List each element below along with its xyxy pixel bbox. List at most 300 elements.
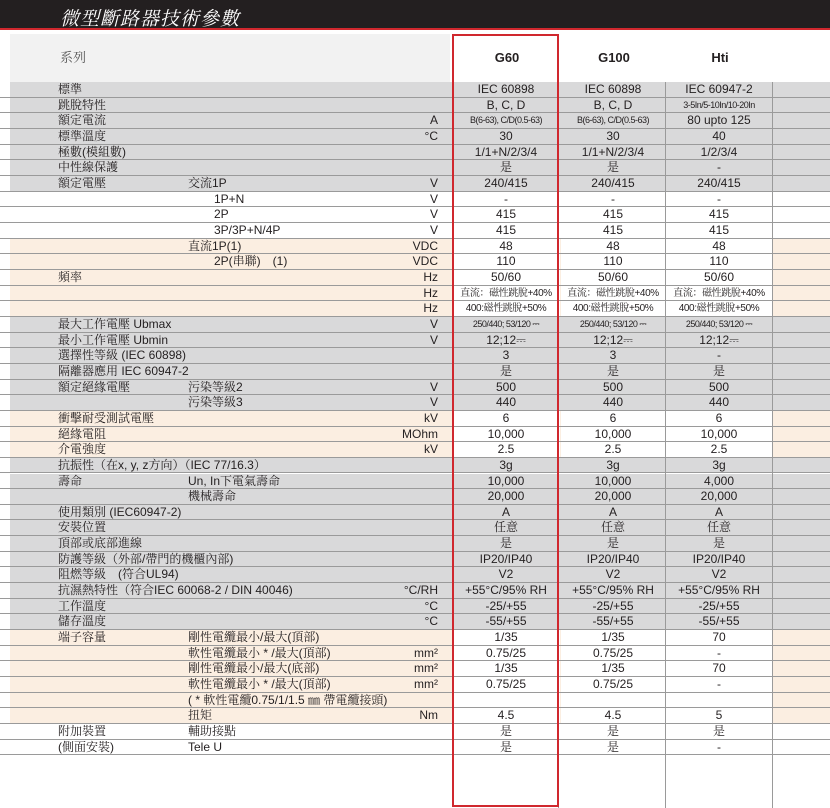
value-g100: 440 — [602, 395, 624, 410]
value-g60: 0.75/25 — [485, 645, 527, 660]
value-hti: 是 — [712, 363, 725, 378]
spec-unit: V — [429, 332, 438, 347]
value-g100: 400:磁性跳脫+50% — [572, 303, 654, 315]
value-g100: 48 — [606, 238, 620, 253]
value-g60: 12;12⎓ — [486, 332, 526, 347]
value-g100: 4.5 — [604, 708, 622, 723]
value-g60: 直流：磁性跳脫+40% — [460, 287, 552, 299]
value-hti: 110 — [709, 254, 729, 269]
spec-unit: VDC — [412, 238, 438, 253]
value-g60: 30 — [499, 128, 513, 143]
table-row — [0, 630, 830, 646]
row-margin — [0, 98, 10, 113]
row-margin — [0, 254, 10, 269]
value-g100: 3 — [609, 348, 617, 363]
row-margin — [0, 630, 10, 645]
value-g60: IEC 60898 — [477, 82, 535, 96]
spec-label: 頂部或底部進線 — [58, 536, 143, 551]
row-margin — [0, 192, 10, 207]
spec-label: 隔離器應用 IEC 60947-2 — [58, 363, 189, 378]
spec-unit — [380, 160, 438, 175]
row-margin — [0, 599, 10, 614]
value-g60: 3g — [499, 457, 513, 472]
table-header — [0, 34, 830, 83]
table-row — [0, 176, 830, 192]
value-hti: 250/440; 53/120 ⎓ — [685, 318, 753, 329]
table-row — [0, 646, 830, 662]
value-g60: 250/440; 53/120 ⎓ — [472, 318, 540, 329]
value-g60: 400:磁性跳脫+50% — [465, 303, 547, 315]
row-margin — [0, 286, 10, 301]
value-hti: 440 — [708, 395, 730, 410]
value-hti: - — [717, 645, 721, 660]
spec-label: 阻燃等級 (符合UL94) — [58, 567, 179, 582]
row-margin — [0, 520, 10, 535]
value-hti: 80 upto 125 — [687, 113, 751, 128]
spec-unit — [380, 98, 438, 113]
table-row — [0, 129, 830, 145]
table-row — [0, 458, 830, 474]
spec-sub-label: 機械壽命 — [188, 489, 237, 504]
table-row — [0, 427, 830, 443]
spec-label: 頻率 — [58, 269, 83, 284]
spec-label: 安裝位置 — [58, 520, 107, 535]
value-g60: 50/60 — [490, 269, 522, 284]
spec-unit — [380, 474, 438, 489]
spec-sub-label: Un, In下電氣壽命 — [188, 473, 281, 488]
spec-unit: V — [429, 191, 438, 206]
value-g100: -55/+55 — [592, 614, 634, 629]
value-g100: 任意 — [600, 520, 625, 535]
row-margin — [0, 380, 10, 395]
value-g60: 4.5 — [497, 708, 515, 723]
row-margin — [0, 82, 10, 97]
spec-unit — [380, 520, 438, 535]
row-margin — [0, 395, 10, 410]
value-hti: 1/2/3/4 — [700, 144, 738, 159]
spec-sub-label: 1P+N — [214, 191, 245, 206]
spec-label: (側面安裝) — [58, 739, 114, 754]
row-margin — [0, 740, 10, 755]
spec-label: 工作溫度 — [58, 598, 107, 613]
value-hti: 70 — [712, 661, 726, 676]
table-row — [0, 160, 830, 176]
value-g100: 1/35 — [601, 661, 625, 676]
value-hti: 2.5 — [710, 442, 728, 457]
value-hti — [667, 693, 771, 708]
spec-label: 最小工作電壓 Ubmin — [58, 332, 169, 347]
table-row — [0, 442, 830, 458]
spec-unit: kV — [423, 410, 438, 425]
row-margin — [0, 223, 10, 238]
row-margin — [0, 693, 10, 708]
table-row — [0, 520, 830, 536]
spec-unit: mm² — [414, 645, 438, 660]
spec-unit: °C/RH — [403, 583, 438, 598]
value-g100: 415 — [602, 222, 624, 237]
value-hti: 415 — [708, 222, 730, 237]
spec-unit — [380, 458, 438, 473]
value-g60: B, C, D — [486, 97, 526, 112]
spec-sub-label: 軟性電纜最小 * /最大(頂部) — [188, 645, 331, 660]
value-g60: V2 — [498, 567, 514, 582]
row-margin — [0, 411, 10, 426]
spec-label: 額定絕緣電壓 — [58, 379, 131, 394]
table-row — [0, 708, 830, 724]
column-header-g100: G100 — [598, 50, 630, 65]
value-g60: 10,000 — [487, 473, 525, 488]
row-margin — [0, 270, 10, 285]
spec-sub-label: 軟性電纜最小 * /最大(頂部) — [188, 677, 331, 692]
table-row — [0, 474, 830, 490]
value-g100: 20,000 — [594, 489, 632, 504]
value-hti: 是 — [712, 536, 725, 551]
table-row — [0, 223, 830, 239]
spec-unit: °C — [424, 614, 438, 629]
spec-label: 抗振性（在x, y, z方向）（IEC 77/16.3） — [58, 457, 266, 472]
spec-unit: V — [429, 175, 438, 190]
value-g100: - — [611, 191, 615, 206]
value-g100: 415 — [602, 207, 624, 222]
spec-label: 附加裝置 — [58, 724, 107, 739]
value-hti: - — [717, 160, 721, 175]
column-header-g60: G60 — [494, 50, 520, 65]
table-row — [0, 301, 830, 317]
table-row — [0, 411, 830, 427]
table-row — [0, 583, 830, 599]
spec-label: 端子容量 — [58, 630, 107, 645]
spec-unit — [380, 552, 438, 567]
spec-unit: kV — [423, 442, 438, 457]
column-divider — [772, 82, 773, 808]
value-g100: 2.5 — [604, 442, 622, 457]
value-hti: 3g — [712, 457, 726, 472]
table-row — [0, 567, 830, 583]
row-margin — [0, 129, 10, 144]
value-g60: -25/+55 — [485, 598, 527, 613]
table-row — [0, 98, 830, 114]
value-hti: 20,000 — [700, 489, 738, 504]
value-hti: -25/+55 — [698, 598, 740, 613]
row-margin — [0, 708, 10, 723]
row-margin — [0, 614, 10, 629]
spec-label: 使用類別 (IEC60947-2) — [58, 504, 182, 519]
table-row — [0, 395, 830, 411]
table-row — [0, 677, 830, 693]
spec-unit — [380, 536, 438, 551]
spec-label: 標準溫度 — [58, 128, 107, 143]
spec-unit — [380, 489, 438, 504]
spec-label: 儲存溫度 — [58, 614, 107, 629]
value-hti: 70 — [712, 630, 726, 645]
value-g100: B, C, D — [593, 97, 633, 112]
row-margin — [0, 333, 10, 348]
table-row — [0, 364, 830, 380]
row-margin — [0, 458, 10, 473]
value-hti: 3-5In/5-10In/10-20In — [683, 99, 755, 110]
value-g60: 是 — [499, 363, 512, 378]
value-g60: A — [501, 504, 510, 519]
value-g100: 6 — [609, 410, 617, 425]
value-hti: - — [717, 739, 721, 754]
value-g100: 10,000 — [594, 473, 632, 488]
table-row — [0, 489, 830, 505]
value-g60: 0.75/25 — [485, 677, 527, 692]
title-bar — [0, 0, 830, 30]
table-row — [0, 113, 830, 129]
spec-unit — [380, 630, 438, 645]
spec-label: 額定電流 — [58, 113, 107, 128]
value-hti: 12;12⎓ — [699, 332, 739, 347]
table-row — [0, 207, 830, 223]
value-g100: 是 — [606, 363, 619, 378]
value-hti: IEC 60947-2 — [685, 82, 753, 96]
value-hti: 任意 — [706, 520, 731, 535]
spec-unit — [380, 505, 438, 520]
value-g60: 是 — [499, 724, 512, 739]
spec-label: 介電強度 — [58, 442, 107, 457]
table-row — [0, 724, 830, 740]
spec-label: 標準 — [58, 82, 83, 96]
value-hti: 10,000 — [700, 426, 738, 441]
row-margin — [0, 646, 10, 661]
value-g60: 是 — [499, 739, 512, 754]
row-margin — [0, 364, 10, 379]
spec-sub-label: 2P(串聯) (1) — [214, 254, 288, 269]
table-row — [0, 348, 830, 364]
table-row — [0, 192, 830, 208]
spec-unit: A — [429, 113, 438, 128]
row-margin — [0, 348, 10, 363]
table-row — [0, 82, 830, 98]
value-hti: -55/+55 — [698, 614, 740, 629]
value-hti: 40 — [712, 128, 726, 143]
spec-label: 壽命 — [58, 473, 83, 488]
value-g100: 0.75/25 — [592, 677, 634, 692]
spec-sub-label: 2P — [214, 207, 229, 222]
value-g100: IEC 60898 — [584, 82, 642, 96]
value-g100: 500 — [602, 379, 624, 394]
value-g100: 是 — [606, 724, 619, 739]
row-margin — [0, 724, 10, 739]
spec-label: 選擇性等級 (IEC 60898) — [58, 348, 187, 363]
value-g60: - — [504, 191, 508, 206]
value-hti: 500 — [708, 379, 730, 394]
row-margin — [0, 113, 10, 128]
value-g100: -25/+55 — [592, 598, 634, 613]
row-margin — [0, 442, 10, 457]
spec-unit: V — [429, 316, 438, 331]
row-margin — [0, 160, 10, 175]
spec-unit: V — [429, 222, 438, 237]
spec-sub-label: 剛性電纜最小/最大(底部) — [188, 661, 320, 676]
row-margin — [0, 317, 10, 332]
spec-unit: mm² — [414, 677, 438, 692]
value-g60 — [454, 693, 558, 708]
value-g100: 是 — [606, 536, 619, 551]
row-margin — [0, 239, 10, 254]
value-hti: 415 — [708, 207, 730, 222]
spec-unit: V — [429, 207, 438, 222]
value-hti: 50/60 — [703, 269, 735, 284]
value-hti: - — [717, 677, 721, 692]
row-margin — [0, 427, 10, 442]
value-g60: 1/35 — [494, 630, 518, 645]
table-row — [0, 552, 830, 568]
table-row — [0, 333, 830, 349]
spec-unit: MOhm — [402, 426, 438, 441]
value-g100: 是 — [606, 160, 619, 175]
spec-unit — [380, 693, 438, 708]
value-hti: 240/415 — [697, 175, 741, 190]
row-margin — [0, 474, 10, 489]
value-g60: -55/+55 — [485, 614, 527, 629]
value-hti: - — [717, 191, 721, 206]
spec-sub-label: 輔助接點 — [188, 724, 237, 739]
spec-unit — [380, 567, 438, 582]
value-g100: 250/440; 53/120 ⎓ — [579, 318, 647, 329]
spec-sub-label: 扭矩 — [188, 708, 213, 723]
spec-sub-label: 直流1P(1) — [188, 238, 242, 253]
spec-label: 防護等級（外部/帶門的機櫃內部) — [58, 551, 234, 566]
value-g60: 48 — [499, 238, 513, 253]
spec-label: 額定電壓 — [58, 175, 107, 190]
value-g60: 1/35 — [494, 661, 518, 676]
value-g60: 1/1+N/2/3/4 — [474, 144, 538, 159]
row-margin — [0, 567, 10, 582]
value-g100: 50/60 — [597, 269, 629, 284]
table-row — [0, 317, 830, 333]
column-divider — [558, 82, 559, 808]
table-row — [0, 286, 830, 302]
value-hti: 48 — [712, 238, 726, 253]
value-g100: 1/1+N/2/3/4 — [581, 144, 645, 159]
table-row — [0, 661, 830, 677]
value-g100: 110 — [603, 254, 623, 269]
spec-label: 跳脫特性 — [58, 97, 107, 112]
value-g100: 3g — [606, 457, 620, 472]
value-g60: B(6-63), C/D(0.5-63) — [469, 115, 543, 126]
spec-unit: °C — [424, 128, 438, 143]
spec-unit — [380, 740, 438, 755]
spec-unit — [380, 82, 438, 97]
table-row — [0, 599, 830, 615]
spec-unit: Hz — [423, 301, 438, 316]
value-g100: 12;12⎓ — [593, 332, 633, 347]
row-margin — [0, 176, 10, 191]
value-g100: A — [608, 504, 617, 519]
value-g100: 直流：磁性跳脫+40% — [567, 287, 659, 299]
row-margin — [0, 583, 10, 598]
table-row — [0, 536, 830, 552]
row-margin — [0, 207, 10, 222]
value-hti: 4,000 — [703, 473, 735, 488]
value-g60: IP20/IP40 — [479, 551, 533, 566]
spec-label: 中性線保護 — [58, 160, 119, 175]
spec-unit: mm² — [414, 661, 438, 676]
value-g100: 是 — [606, 739, 619, 754]
table-row — [0, 380, 830, 396]
row-margin — [0, 505, 10, 520]
value-g100: V2 — [605, 567, 621, 582]
value-g60: 415 — [495, 222, 517, 237]
row-margin — [0, 301, 10, 316]
value-g100: 1/35 — [601, 630, 625, 645]
row-margin — [0, 677, 10, 692]
spec-label: 極數(模組數) — [58, 144, 126, 159]
value-hti: 是 — [712, 724, 725, 739]
table-row — [0, 693, 830, 709]
spec-sub-label: 剛性電纜最小/最大(頂部) — [188, 630, 320, 645]
value-hti: +55°C/95% RH — [678, 583, 760, 598]
table-row — [0, 505, 830, 521]
value-g100: B(6-63), C/D(0.5-63) — [576, 115, 650, 126]
spec-sub-label: 3P/3P+N/4P — [214, 222, 281, 237]
table-row — [0, 254, 830, 270]
value-g60: 500 — [495, 379, 517, 394]
value-g100: +55°C/95% RH — [572, 583, 654, 598]
value-hti: - — [717, 348, 721, 363]
spec-unit: °C — [424, 598, 438, 613]
value-g60: 任意 — [493, 520, 518, 535]
spec-label: 抗濕熱特性（符合IEC 60068-2 / DIN 40046) — [58, 583, 293, 598]
value-g60: 10,000 — [487, 426, 525, 441]
value-g100: 10,000 — [594, 426, 632, 441]
spec-unit: V — [429, 395, 438, 410]
spec-unit — [380, 364, 438, 379]
spec-unit: VDC — [412, 254, 438, 269]
value-g60: 20,000 — [487, 489, 525, 504]
value-hti: 6 — [715, 410, 723, 425]
value-g60: 6 — [502, 410, 510, 425]
value-g100: 30 — [606, 128, 620, 143]
spec-sub-label: 污染等級2 — [188, 379, 243, 394]
row-margin — [0, 661, 10, 676]
value-g60: 是 — [499, 160, 512, 175]
table-row — [0, 239, 830, 255]
spec-unit: Nm — [419, 708, 438, 723]
value-g60: 2.5 — [497, 442, 515, 457]
value-g60: 是 — [499, 536, 512, 551]
value-hti: IP20/IP40 — [692, 551, 746, 566]
table-row — [0, 614, 830, 630]
spec-sub-label: Tele U — [188, 739, 223, 754]
value-g60: +55°C/95% RH — [465, 583, 547, 598]
spec-sub-label: 污染等級3 — [188, 395, 243, 410]
value-g60: 415 — [495, 207, 517, 222]
value-g100: 240/415 — [591, 175, 635, 190]
spec-sub-label: 交流1P — [188, 175, 227, 190]
column-divider — [665, 82, 666, 808]
value-hti: 5 — [715, 708, 723, 723]
spec-unit: Hz — [423, 269, 438, 284]
value-g100 — [561, 693, 665, 708]
table-row — [0, 740, 830, 756]
table-row — [0, 270, 830, 286]
spec-unit — [380, 348, 438, 363]
spec-unit — [380, 145, 438, 160]
value-hti: A — [714, 504, 723, 519]
table-row — [0, 145, 830, 161]
value-g60: 440 — [495, 395, 517, 410]
value-hti: 直流：磁性跳脫+40% — [673, 287, 765, 299]
page-title: 微型斷路器技術參數 — [60, 9, 241, 30]
row-margin — [0, 536, 10, 551]
value-g100: 0.75/25 — [592, 645, 634, 660]
row-margin — [0, 552, 10, 567]
value-g60: 110 — [496, 254, 516, 269]
value-hti: 400:磁性跳脫+50% — [678, 303, 760, 315]
